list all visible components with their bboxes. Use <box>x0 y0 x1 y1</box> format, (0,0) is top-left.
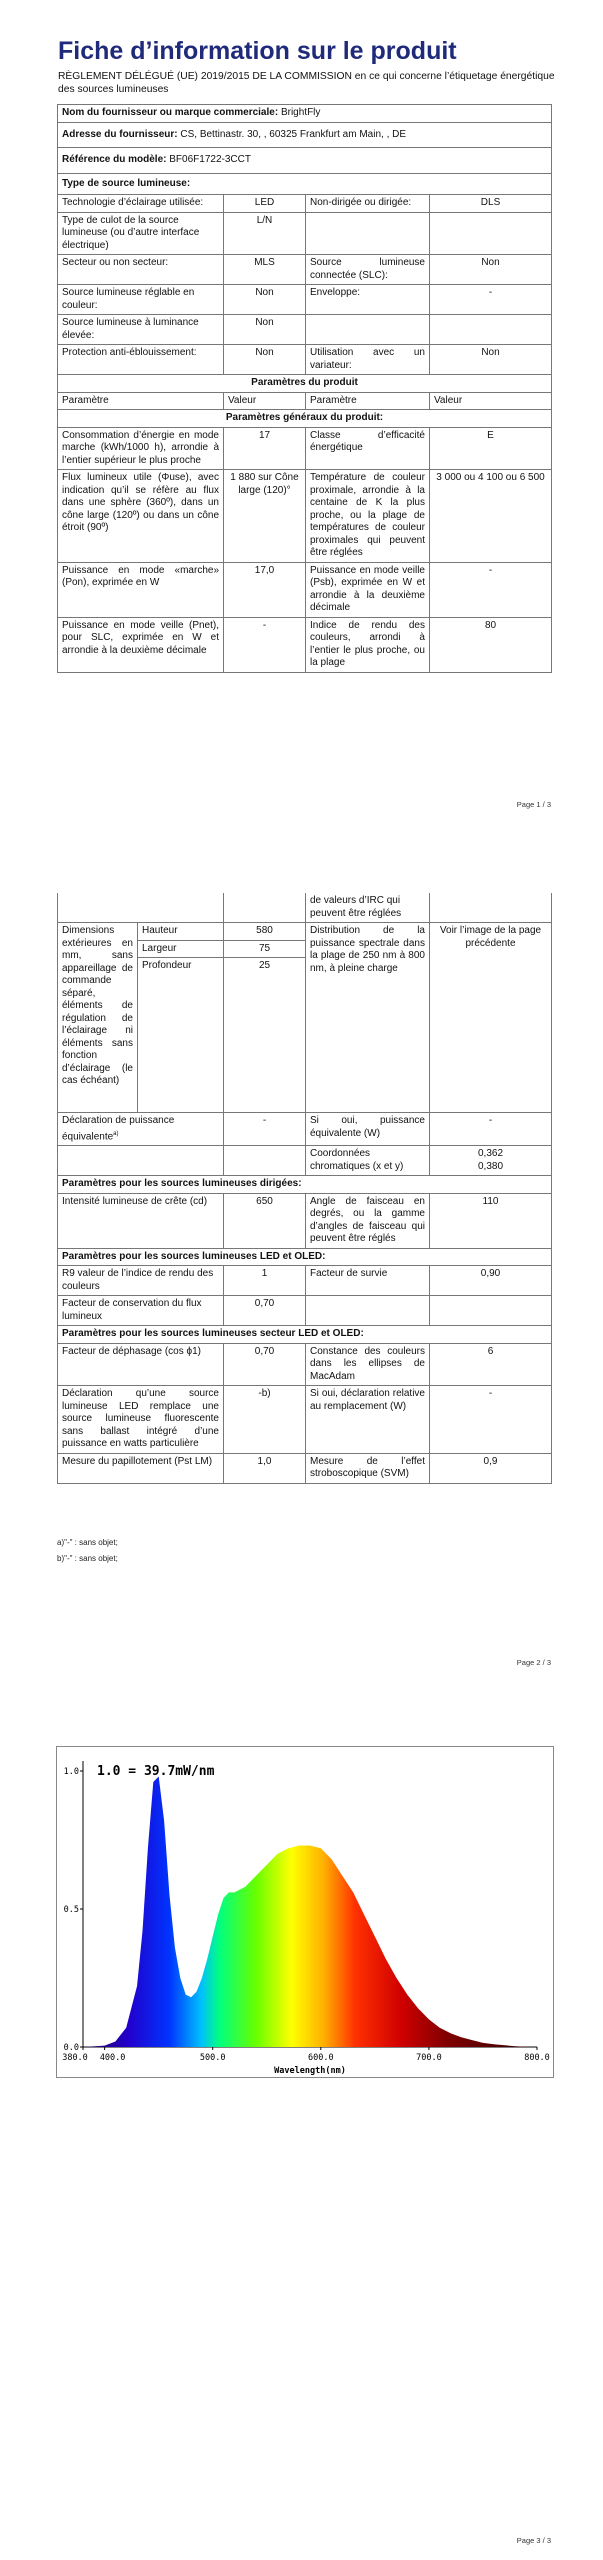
row-label: Consommation d’énergie en mode marche (kWh/1000 h), arrondie à l’entier supérieur le plus proche <box>58 427 224 470</box>
chroma-x: 0,362 <box>477 1148 504 1160</box>
x-tick-label: 500.0 <box>199 2053 226 2063</box>
empty-cell <box>224 1146 306 1176</box>
footnote-a: a)"-" : sans objet; <box>57 1538 118 1547</box>
table-row <box>58 1386 552 1454</box>
table-row <box>58 1266 552 1296</box>
row-label: Facteur de survie <box>306 1266 430 1296</box>
row-value: 0,70 <box>224 1343 306 1386</box>
row-value: - <box>430 1113 552 1146</box>
height-value: 580 <box>224 923 306 941</box>
spectral-chart <box>56 1746 554 2078</box>
table-row <box>58 1146 552 1176</box>
row-label: Mesure de l’effet stroboscopique (SVM) <box>306 1453 430 1483</box>
table-row <box>58 1453 552 1483</box>
row-label: Flux lumineux utile (Φuse), avec indication qu’il se réfère au flux dans une sphère (360º), dans un cône large (120º) ou dans un cône étroit (90º) <box>58 470 224 563</box>
row-label: Puissance en mode veille (Psb), exprimée en W et arrondie à la deuxième décimale <box>306 562 430 617</box>
row-value: Non <box>430 345 552 375</box>
row-value: E <box>430 427 552 470</box>
width-value: 75 <box>224 940 306 958</box>
row-value: 1 880 sur Cône large (120)° <box>224 470 306 563</box>
row-label: Secteur ou non secteur: <box>58 255 224 285</box>
x-tick-label: 600.0 <box>308 2053 334 2063</box>
led-header-row <box>58 1248 552 1266</box>
row-label: Constance des couleurs dans les ellipses de MacAdam <box>306 1343 430 1386</box>
table-row <box>58 470 552 563</box>
table-row <box>58 255 552 285</box>
page-number: Page 1 / 3 <box>516 800 551 809</box>
row-label: Puissance en mode «marche» (Pon), exprimée en W <box>58 562 224 617</box>
row-label <box>306 212 430 255</box>
chart-title: 1.0 = 39.7mW/nm <box>97 1764 215 1779</box>
spectral-chart-svg <box>57 1747 553 2077</box>
directed-header: Paramètres pour les sources lumineuses dirigées: <box>58 1176 552 1194</box>
page-title: Fiche d’information sur le produit <box>58 37 457 65</box>
empty-cell <box>58 893 224 923</box>
row-value: 17,0 <box>224 562 306 617</box>
supplier-label: Nom du fournisseur ou marque commerciale: <box>62 107 279 118</box>
row-value: Non <box>224 315 306 345</box>
row-value: - <box>430 1386 552 1454</box>
row-value: 650 <box>224 1193 306 1248</box>
params-header-row <box>58 375 552 393</box>
table-row <box>58 1296 552 1326</box>
x-tick-label: 400.0 <box>99 2053 126 2063</box>
type-header: Type de source lumineuse: <box>58 173 552 195</box>
depth-label: Profondeur <box>138 958 224 1113</box>
row-value: DLS <box>430 195 552 213</box>
row-value: 80 <box>430 617 552 672</box>
table-row <box>58 617 552 672</box>
general-header: Paramètres généraux du produit: <box>58 410 552 428</box>
empty-cell <box>224 893 306 923</box>
page-number: Page 3 / 3 <box>516 2536 551 2545</box>
row-label: Technologie d’éclairage utilisée: <box>58 195 224 213</box>
row-value: 17 <box>224 427 306 470</box>
row-value: L/N <box>224 212 306 255</box>
regulation-subtitle: RÈGLEMENT DÉLÉGUÉ (UE) 2019/2015 DE LA COMMISSION en ce qui concerne l’étiquetage énergétique des sources lumineuses <box>58 71 555 95</box>
table-row <box>58 562 552 617</box>
row-value <box>430 1296 552 1326</box>
address-label: Adresse du fournisseur: <box>62 128 178 140</box>
row-label: Protection anti-éblouissement: <box>58 345 224 375</box>
column-header-param: Paramètre <box>306 392 430 410</box>
product-info-table-continued <box>57 893 552 1484</box>
row-label <box>306 315 430 345</box>
row-label: Source lumineuse à luminance élevée: <box>58 315 224 345</box>
led-header: Paramètres pour les sources lumineuses LED et OLED: <box>58 1248 552 1266</box>
row-label: Distribution de la puissance spectrale dans la plage de 250 nm à 800 nm, à pleine charge <box>306 923 430 1113</box>
chroma-y: 0,380 <box>477 1160 504 1172</box>
row-label: Si oui, déclaration relative au remplacement (W) <box>306 1386 430 1454</box>
row-label: Température de couleur proximale, arrondie à la centaine de K la plus proche, ou la plage de températures de couleur proximales qui peuvent être réglées <box>306 470 430 563</box>
row-label: Mesure du papillotement (Pst LM) <box>58 1453 224 1483</box>
depth-value: 25 <box>224 958 306 1113</box>
footnote-b: b)"-" : sans objet; <box>57 1554 118 1563</box>
row-label: Source lumineuse réglable en couleur: <box>58 285 224 315</box>
model-row <box>58 148 552 174</box>
row-label: Coordonnées chromatiques (x et y) <box>306 1146 430 1176</box>
supplier-row <box>58 105 552 123</box>
row-label: Non-dirigée ou dirigée: <box>306 195 430 213</box>
table-row <box>58 1193 552 1248</box>
page-number: Page 2 / 3 <box>516 1658 551 1667</box>
supplier-value: BrightFly <box>280 107 321 118</box>
row-label: Facteur de conservation du flux lumineux <box>58 1296 224 1326</box>
type-header-row <box>58 173 552 195</box>
model-label: Référence du modèle: <box>62 154 167 165</box>
column-header-param: Paramètre <box>58 392 224 410</box>
row-label: Utilisation avec un variateur: <box>306 345 430 375</box>
x-tick-label: 380.0 <box>62 2053 88 2063</box>
general-header-row <box>58 410 552 428</box>
row-label: Puissance en mode veille (Pnet), pour SLC, exprimée en W et arrondie à la deuxième décimale <box>58 617 224 672</box>
y-tick-label: 1.0 <box>63 1767 79 1777</box>
mains-header: Paramètres pour les sources lumineuses secteur LED et OLED: <box>58 1326 552 1344</box>
table-row <box>58 427 552 470</box>
row-label: Facteur de déphasage (cos ϕ1) <box>58 1343 224 1386</box>
row-label: Source lumineuse connectée (SLC): <box>306 255 430 285</box>
row-value: 0,70 <box>224 1296 306 1326</box>
row-value: 0,9 <box>430 1453 552 1483</box>
table-row <box>58 285 552 315</box>
spectral-area <box>83 1777 537 2048</box>
row-value: Non <box>224 345 306 375</box>
row-value <box>430 1146 552 1176</box>
row-value: LED <box>224 195 306 213</box>
row-value: 3 000 ou 4 100 ou 6 500 <box>430 470 552 563</box>
column-header-value: Valeur <box>430 392 552 410</box>
address-row <box>58 122 552 148</box>
row-value: - <box>224 617 306 672</box>
row-value: - <box>224 1113 306 1146</box>
x-axis-label: Wavelength(nm) <box>274 2066 346 2076</box>
row-value: Voir l’image de la page précédente <box>430 923 552 1113</box>
row-value: 1,0 <box>224 1453 306 1483</box>
row-value: Non <box>430 255 552 285</box>
row-value: - <box>430 562 552 617</box>
row-label <box>306 1296 430 1326</box>
column-header-value: Valeur <box>224 392 306 410</box>
row-value: MLS <box>224 255 306 285</box>
y-tick-label: 0.0 <box>63 2043 79 2053</box>
row-label <box>58 1113 224 1146</box>
table-row <box>58 893 552 923</box>
page-1 <box>0 0 603 820</box>
row-label: Indice de rendu des couleurs, arrondi à l’entier le plus proche, ou la plage <box>306 617 430 672</box>
column-header-row <box>58 392 552 410</box>
params-header: Paramètres du produit <box>58 375 552 393</box>
row-value: 0,90 <box>430 1266 552 1296</box>
row-value <box>430 212 552 255</box>
model-value: BF06F1722-3CCT <box>169 154 251 165</box>
row-label: Enveloppe: <box>306 285 430 315</box>
dimensions-label: Dimensions extérieures en mm, sans appareillage de commande séparé, éléments de régulation de l’éclairage ni éléments sans fonction d’éclairage (le cas échéant) <box>58 923 138 1113</box>
table-row <box>58 212 552 255</box>
row-label: Déclaration qu’une source lumineuse LED remplace une source lumineuse fluorescente sans ballast intégré d’une puissance en watts particulière <box>58 1386 224 1454</box>
row-label: Angle de faisceau en degrés, ou la gamme d’angles de faisceau qui peuvent être réglés <box>306 1193 430 1248</box>
table-row <box>58 315 552 345</box>
width-label: Largeur <box>138 940 224 958</box>
height-label: Hauteur <box>138 923 224 941</box>
row-label: Intensité lumineuse de crête (cd) <box>58 1193 224 1248</box>
table-row <box>58 345 552 375</box>
footnote-ref: a) <box>113 1130 119 1137</box>
row-value: 110 <box>430 1193 552 1248</box>
row-label: R9 valeur de l’indice de rendu des couleurs <box>58 1266 224 1296</box>
empty-cell <box>58 1146 224 1176</box>
row-value: - <box>430 285 552 315</box>
row-label: Classe d’efficacité énergétique <box>306 427 430 470</box>
directed-header-row <box>58 1176 552 1194</box>
table-row <box>58 923 552 941</box>
address-value: CS, Bettinastr. 30, , 60325 Frankfurt am Main, , DE <box>180 128 407 140</box>
y-tick-label: 0.5 <box>63 1905 79 1915</box>
table-row <box>58 1113 552 1146</box>
product-info-table <box>57 104 552 673</box>
table-row <box>58 1343 552 1386</box>
row-value: Non <box>224 285 306 315</box>
row-value <box>430 315 552 345</box>
empty-cell <box>430 893 552 923</box>
equiv-label: Déclaration de puissance équivalente <box>62 1115 175 1142</box>
mains-header-row <box>58 1326 552 1344</box>
row-value: -b) <box>224 1386 306 1454</box>
row-value: 1 <box>224 1266 306 1296</box>
x-tick-label: 700.0 <box>416 2053 442 2063</box>
row-label: de valeurs d’IRC qui peuvent être réglées <box>306 893 430 923</box>
table-row <box>58 195 552 213</box>
row-label: Si oui, puissance équivalente (W) <box>306 1113 430 1146</box>
x-tick-label: 800.0 <box>524 2053 550 2063</box>
row-value: 6 <box>430 1343 552 1386</box>
row-label: Type de culot de la source lumineuse (ou d’autre interface électrique) <box>58 212 224 255</box>
